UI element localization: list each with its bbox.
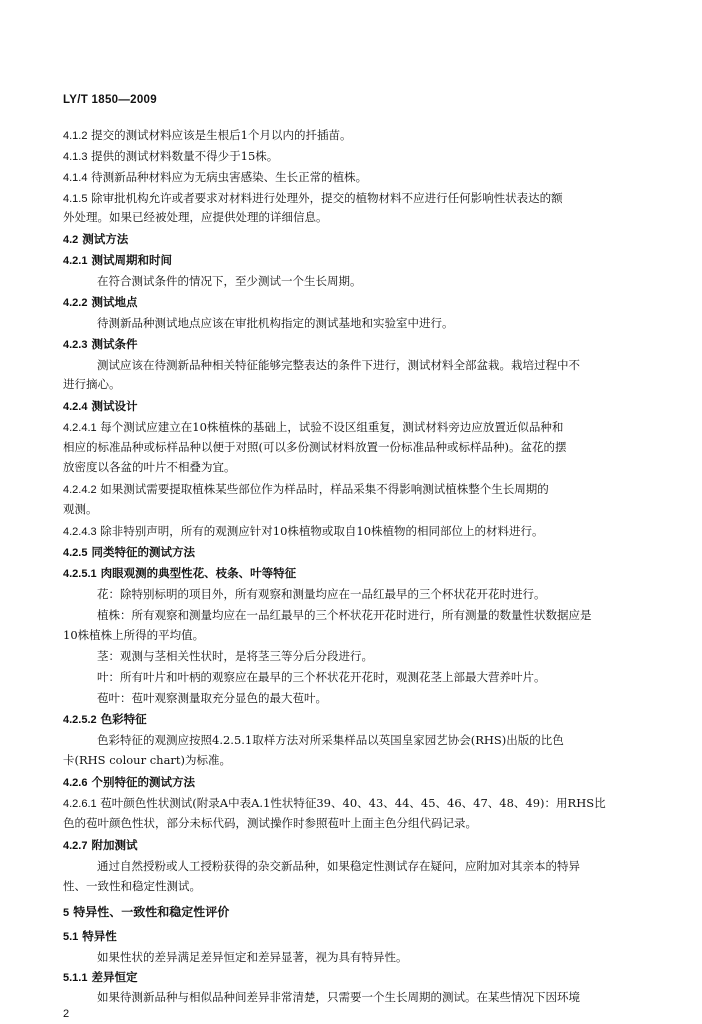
clause-number: 4.2 (63, 234, 79, 246)
paragraph-bract (97, 691, 639, 705)
heading-text: 肉眼观测的典型性花、枝条、叶等特征 (96, 566, 297, 580)
clause-text: 除审批机构允许或者要求对材料进行处理外，提交的植物材料不应进行任何影响性状表达的额 (87, 191, 563, 205)
clause-4-1-5 (63, 191, 639, 206)
clause-number: 4.2.4 (63, 401, 88, 413)
clause-number: 4.2.4.3 (63, 526, 97, 538)
paragraph-text: 待测新品种测试地点应该在审批机构指定的测试基地和实验室中进行。 (97, 316, 454, 330)
heading-4-2-6 (63, 775, 639, 790)
paragraph-text: 如果待测新品种与相似品种间差异非常清楚，只需要一个生长周期的测试。在某些情况下因环境 (97, 990, 580, 1004)
paragraph-stem (97, 649, 639, 663)
clause-number: 4.2.4.1 (63, 422, 97, 434)
clause-number: 5 (63, 907, 70, 919)
clause-number: 4.2.5 (63, 547, 88, 559)
clause-number: 5.1 (63, 931, 79, 943)
heading-text: 特异性 (78, 929, 117, 943)
paragraph-text: 测试应该在待测新品种相关特征能够完整表达的条件下进行，测试材料全部盆栽。栽培过程中不 (97, 358, 580, 372)
clause-number: 4.2.1 (63, 255, 88, 267)
heading-text: 测试设计 (87, 399, 138, 413)
clause-number: 4.1.2 (63, 130, 88, 142)
paragraph (97, 274, 639, 288)
paragraph-text: 在符合测试条件的情况下，至少测试一个生长周期。 (97, 274, 362, 288)
paragraph-text: 10株植株上所得的平均值。 (63, 628, 205, 642)
clause-number: 4.2.5.1 (63, 568, 97, 580)
paragraph (97, 859, 639, 873)
clause-4-1-3 (63, 149, 639, 164)
clause-4-2-4-2-cont (63, 502, 639, 516)
heading-4-2-5-2 (63, 712, 639, 727)
paragraph-plant-cont (63, 628, 639, 642)
heading-4-2 (63, 232, 639, 247)
clause-number: 4.2.4.2 (63, 484, 97, 496)
paragraph-cont (63, 377, 639, 391)
heading-text: 个别特征的测试方法 (87, 775, 195, 789)
paragraph-text: 色彩特征的观测应按照4.2.5.1取样方法对所采集样品以英国皇家园艺协会(RHS)出版的比色 (97, 733, 564, 747)
heading-4-2-3 (63, 337, 639, 352)
clause-number: 4.2.5.2 (63, 714, 97, 726)
clause-text: 每个测试应建立在10株植株的基础上，试验不设区组重复，测试材料旁边应放置近似品种和 (96, 420, 564, 434)
clause-number: 4.2.7 (63, 840, 88, 852)
heading-text: 色彩特征 (96, 712, 147, 726)
heading-4-2-2 (63, 295, 639, 310)
clause-number: 4.2.3 (63, 339, 88, 351)
paragraph-plant (97, 608, 639, 622)
heading-text: 测试方法 (78, 232, 129, 246)
heading-text: 测试周期和时间 (87, 253, 172, 267)
clause-4-1-4 (63, 170, 639, 185)
heading-text: 同类特征的测试方法 (87, 545, 195, 559)
clause-4-1-5-cont (63, 210, 639, 224)
paragraph (97, 733, 639, 747)
clause-number: 4.1.4 (63, 172, 88, 184)
paragraph (97, 950, 639, 964)
paragraph-text: 进行摘心。 (63, 377, 121, 391)
clause-text: 苞叶颜色性状测试(附录A中表A.1性状特征39、40、43、44、45、46、47、48、49)：用RHS比 (96, 796, 606, 810)
paragraph-text: 茎：观测与茎相关性状时，是将茎三等分后分段进行。 (97, 649, 373, 663)
clause-text: 外处理。如果已经被处理，应提供处理的详细信息。 (63, 210, 328, 224)
heading-5-1-1 (63, 970, 639, 985)
paragraph (97, 990, 639, 1004)
heading-text: 附加测试 (87, 838, 138, 852)
clause-text: 相应的标准品种或标样品种以便于对照(可以多份测试材料放置一份标准品种或标样品种)。盆花的摆 (63, 440, 567, 454)
clause-4-2-4-1 (63, 420, 639, 435)
clause-text: 除非特别声明，所有的观测应针对10株植物或取自10株植物的相同部位上的材料进行。 (96, 524, 544, 538)
paragraph-cont (63, 879, 639, 893)
heading-4-2-5-1 (63, 566, 639, 581)
clause-text: 待测新品种材料应为无病虫害感染、生长正常的植株。 (87, 170, 368, 184)
clause-4-2-6-1 (63, 796, 639, 811)
clause-number: 4.1.3 (63, 151, 88, 163)
clause-4-2-4-2 (63, 482, 639, 497)
paragraph-cont (63, 753, 639, 767)
paragraph-flower (97, 587, 639, 601)
paragraph-text: 卡(RHS colour chart)为标准。 (63, 753, 232, 767)
paragraph-text: 叶：所有叶片和叶柄的观察应在最早的三个杯状花开花时，观测花茎上部最大营养叶片。 (97, 670, 546, 684)
standard-code: LY/T 1850—2009 (63, 94, 157, 106)
heading-4-2-1 (63, 253, 639, 268)
clause-4-2-4-1-cont (63, 460, 639, 474)
clause-4-1-2 (63, 128, 639, 143)
paragraph-text: 植株：所有观察和测量均应在一品红最早的三个杯状花开花时进行，所有测量的数量性状数据应是 (97, 608, 592, 622)
heading-4-2-5 (63, 545, 639, 560)
paragraph (97, 316, 639, 330)
clause-4-2-6-1-cont (63, 816, 639, 830)
clause-number: 4.2.6 (63, 777, 88, 789)
clause-number: 4.2.6.1 (63, 798, 97, 810)
clause-number: 5.1.1 (63, 972, 88, 984)
paragraph-text: 如果性状的差异满足差异恒定和差异显著，视为具有特异性。 (97, 950, 408, 964)
paragraph-leaf (97, 670, 639, 684)
paragraph-text: 通过自然授粉或人工授粉获得的杂交新品种，如果稳定性测试存在疑问，应附加对其亲本的特异 (97, 859, 580, 873)
heading-5-1 (63, 929, 639, 944)
clause-4-2-4-3 (63, 524, 639, 539)
heading-4-2-7 (63, 838, 639, 853)
clause-number: 4.1.5 (63, 193, 88, 205)
paragraph (97, 358, 639, 372)
heading-text: 特异性、一致性和稳定性评价 (69, 905, 230, 919)
clause-text: 提交的测试材料应该是生根后1个月以内的扦插苗。 (87, 128, 352, 142)
clause-number: 4.2.2 (63, 297, 88, 309)
clause-text: 放密度以各盆的叶片不相叠为宜。 (63, 460, 236, 474)
clause-4-2-4-1-cont (63, 440, 639, 454)
clause-text: 提供的测试材料数量不得少于15株。 (87, 149, 279, 163)
heading-text: 测试条件 (87, 337, 138, 351)
clause-text: 观测。 (63, 502, 98, 516)
paragraph-text: 差异恒定 (87, 970, 138, 984)
paragraph-text: 苞叶：苞叶观察测量取充分显色的最大苞叶。 (97, 691, 327, 705)
paragraph-text: 性、一致性和稳定性测试。 (63, 879, 201, 893)
paragraph-text: 花：除特别标明的项目外，所有观察和测量均应在一品红最早的三个杯状花开花时进行。 (97, 587, 546, 601)
heading-5 (63, 905, 639, 920)
heading-4-2-4 (63, 399, 639, 414)
page-number: 2 (63, 1008, 70, 1020)
clause-text: 色的苞叶颜色性状，部分未标代码，测试操作时参照苞叶上面主色分组代码记录。 (63, 816, 477, 830)
heading-text: 测试地点 (87, 295, 138, 309)
clause-text: 如果测试需要提取植株某些部位作为样品时，样品采集不得影响测试植株整个生长周期的 (96, 482, 549, 496)
